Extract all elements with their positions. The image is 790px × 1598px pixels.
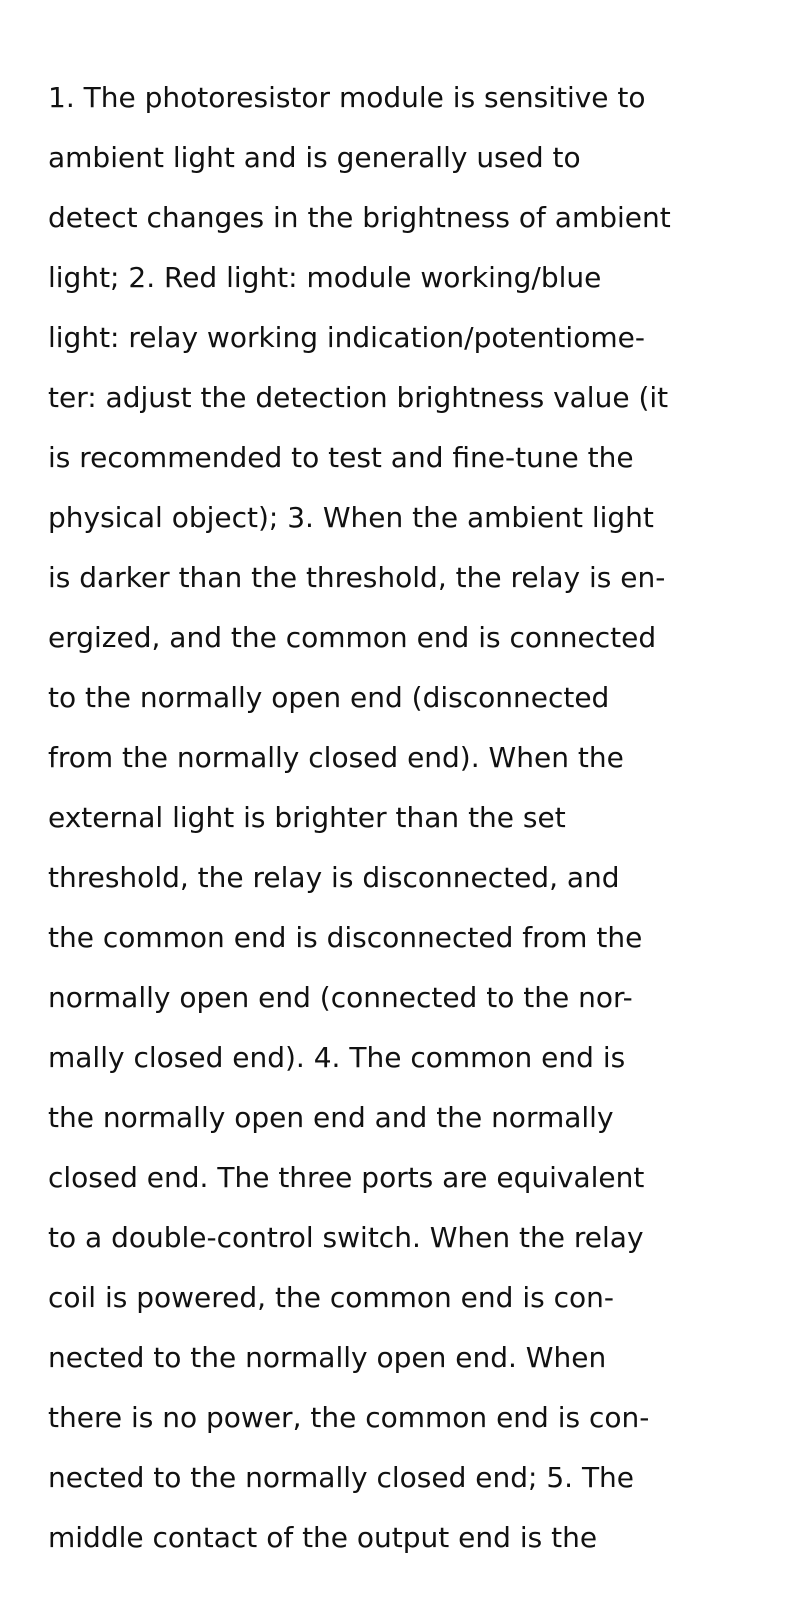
text-line: nected to the normally closed end; 5. The	[48, 1461, 635, 1494]
text-line: is darker than the threshold, the relay is en-	[48, 561, 666, 594]
text-line: there is no power, the common end is con-	[48, 1401, 650, 1434]
text-line: ergized, and the common end is connected	[48, 621, 657, 654]
text-line: coil is powered, the common end is con-	[48, 1281, 614, 1314]
text-line: mally closed end). 4. The common end is	[48, 1041, 626, 1074]
text-line: middle contact of the output end is the	[48, 1521, 598, 1554]
text-line: normally open end (connected to the nor-	[48, 981, 633, 1014]
text-line: closed end. The three ports are equivalent	[48, 1161, 645, 1194]
text-line: to the normally open end (disconnected	[48, 681, 610, 714]
body-text	[48, 68, 768, 1568]
text-line: physical object); 3. When the ambient light	[48, 501, 654, 534]
text-line: threshold, the relay is disconnected, and	[48, 861, 620, 894]
text-line: light: relay working indication/potentiome-	[48, 321, 645, 354]
text-line: from the normally closed end). When the	[48, 741, 624, 774]
text-line: light; 2. Red light: module working/blue	[48, 261, 602, 294]
text-line: is recommended to test and fine-tune the	[48, 441, 634, 474]
text-line: the normally open end and the normally	[48, 1101, 614, 1134]
text-line: ambient light and is generally used to	[48, 141, 581, 174]
text-line: ter: adjust the detection brightness value (it	[48, 381, 669, 414]
text-line: the common end is disconnected from the	[48, 921, 643, 954]
text-line: detect changes in the brightness of ambient	[48, 201, 671, 234]
text-line: to a double-control switch. When the relay	[48, 1221, 644, 1254]
text-line: nected to the normally open end. When	[48, 1341, 607, 1374]
text-line: external light is brighter than the set	[48, 801, 566, 834]
text-line: 1. The photoresistor module is sensitive to	[48, 81, 646, 114]
